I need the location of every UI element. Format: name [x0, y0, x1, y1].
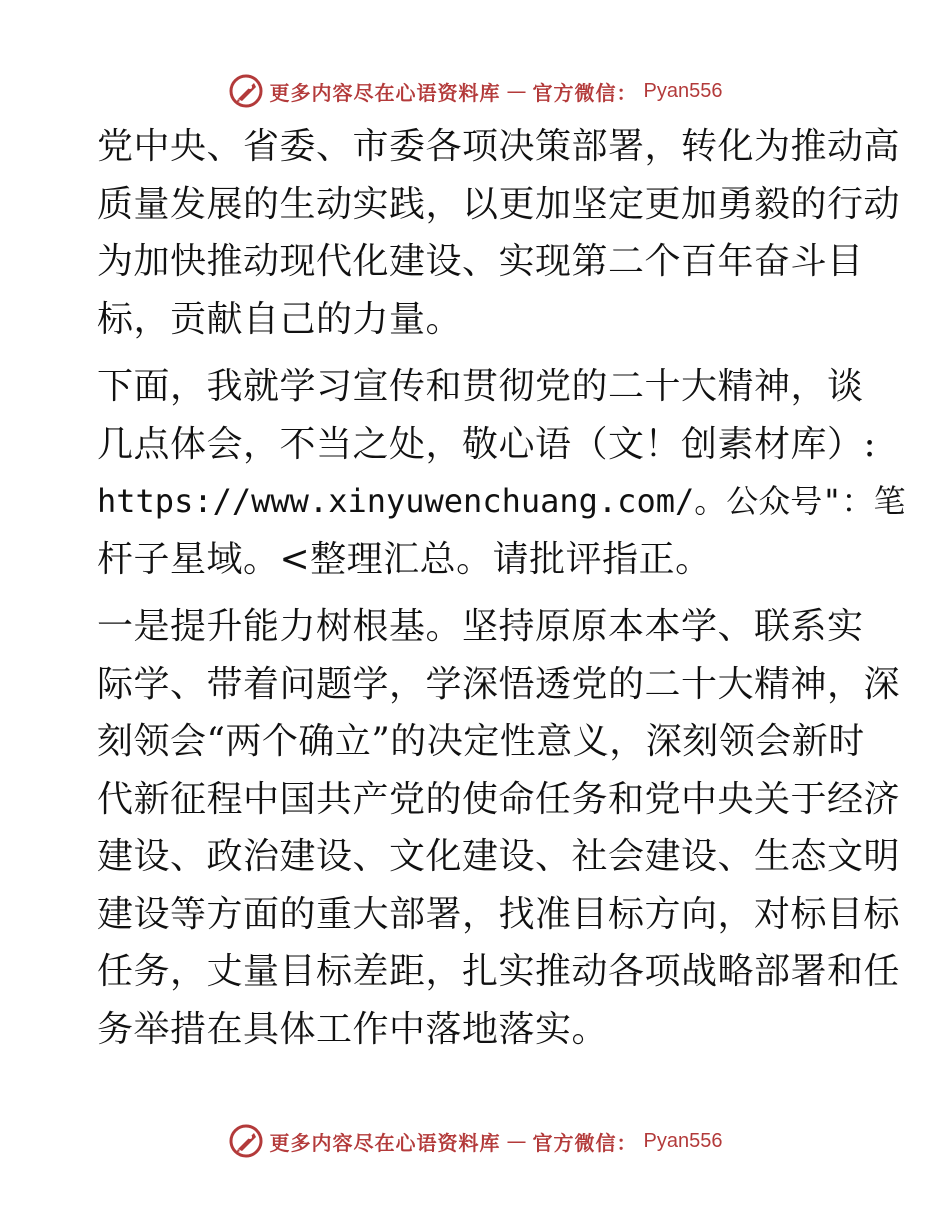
- text-line: 一是提升能力树根基。坚持原原本本学、联系实: [97, 606, 864, 647]
- banner-title: 更多内容尽在心语资料库: [269, 1130, 501, 1155]
- text-line: 杆子星域。<整理汇总。请批评指正。: [97, 538, 712, 580]
- banner-wechat-id: Pyan556: [643, 1129, 723, 1152]
- banner-contact-label: 官方微信：: [532, 1130, 638, 1155]
- banner-contact-label: 官方微信：: [532, 80, 638, 105]
- paragraph-3: [97, 598, 901, 1058]
- banner-wechat-id: Pyan556: [643, 79, 723, 102]
- banner-separator: —: [506, 79, 527, 103]
- text-line: 下面，我就学习宣传和贯彻党的二十大精神，谈: [97, 366, 864, 407]
- header-watermark-banner: [0, 70, 950, 112]
- quill-pen-logo-icon: [228, 73, 264, 109]
- text-line: 党中央、省委、市委各项决策部署，转化为推动高: [97, 126, 901, 167]
- document-body: [97, 118, 906, 1058]
- banner-separator: —: [506, 1129, 527, 1153]
- text-line: 几点体会，不当之处，敬心语（文！创素材库）:: [97, 423, 877, 465]
- text-line: 标，贡献自己的力量。: [97, 298, 463, 340]
- text-line: 务举措在具体工作中落地落实。: [97, 1008, 609, 1050]
- footer-watermark-banner: [0, 1120, 950, 1162]
- text-line: 代新征程中国共产党的使命任务和党中央关于经济: [97, 778, 901, 820]
- text-line: 质量发展的生动实践，以更加坚定更加勇毅的行动: [97, 183, 901, 225]
- text-line: 建设、政治建设、文化建设、社会建设、生态文明: [97, 836, 901, 877]
- text-line: 为加快推动现代化建设、实现第二个百年奋斗目: [97, 241, 864, 282]
- text-line: 任务，丈量目标差距，扎实推动各项战略部署和任: [97, 951, 901, 992]
- paragraph-1: [97, 118, 901, 348]
- paragraph-2: [97, 358, 906, 588]
- text-line-url: https://www.xinyuwenchuang.com/。公众号"：笔: [97, 482, 906, 520]
- text-line: 际学、带着问题学，学深悟透党的二十大精神，深: [97, 663, 901, 705]
- quill-pen-logo-icon: [228, 1123, 264, 1159]
- banner-title: 更多内容尽在心语资料库: [269, 80, 501, 105]
- text-line: 建设等方面的重大部署，找准目标方向，对标目标: [97, 893, 901, 935]
- text-line: 刻领会“两个确立”的决定性意义，深刻领会新时: [97, 721, 865, 762]
